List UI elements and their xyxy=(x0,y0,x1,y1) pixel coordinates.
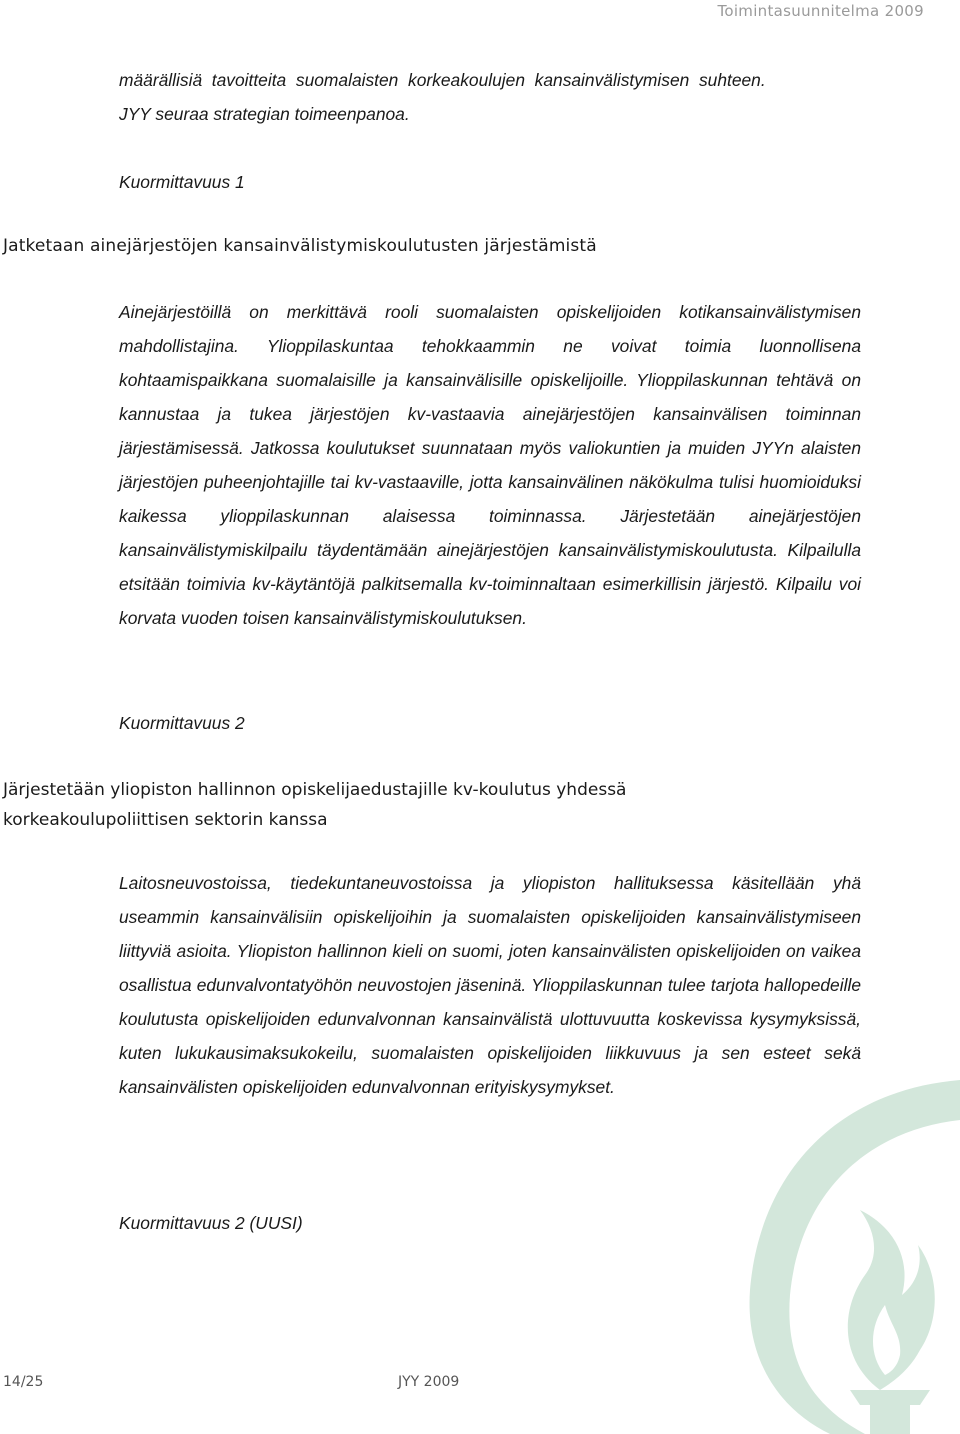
section1-label: Kuormittavuus 1 xyxy=(119,172,245,192)
section3-label: Kuormittavuus 2 (UUSI) xyxy=(119,1213,303,1233)
section2-heading: Järjestetään yliopiston hallinnon opiskelijaedustajille kv-koulutus yhdessä korkeakoulupoliittisen sektorin kanssa xyxy=(3,780,627,830)
intro-line-1: määrällisiä tavoitteita suomalaisten korkeakoulujen kansainvälistymisen suhteen. xyxy=(119,70,766,90)
torch-watermark-logo xyxy=(690,1060,960,1434)
intro-paragraph xyxy=(119,63,861,131)
section1-body: Ainejärjestöillä on merkittävä rooli suomalaisten opiskelijoiden kotikansainvälistymisen mahdollistajina. Ylioppilaskuntaa tehokkaammin ne voivat toimia luonnollisena kohtaamispaikkana suomalaisille ja kansainvälisille opiskelijoille. Ylioppilaskunnan tehtävä on kannustaa ja tukea järjestöjen kv-vastaavia ainejärjestöjen kansainvälisen toiminnan järjestämisessä. Jatkossa koulutukset suunnataan myös valiokuntien ja muiden JYYn alaisten järjestöjen puheenjohtajille tai kv-vastaaville, jotta kansainvälinen näkökulma tulisi huomioiduksi kaikessa ylioppilaskunnan alaisessa toiminnassa. Järjestetään ainejärjestöjen kansainvälistymiskilpailu täydentämään ainejärjestöjen kansainvälistymiskoulutusta. Kilpailulla etsitään toimivia kv-käytäntöjä palkitsemalla kv-toiminnaltaan esimerkillisin järjestö. Kilpailu voi korvata vuoden toisen kansainvälistymiskoulutuksen. xyxy=(119,302,861,628)
section2-label: Kuormittavuus 2 xyxy=(119,713,245,733)
intro-line-2: JYY seuraa strategian toimeenpanoa. xyxy=(119,104,410,124)
section1-heading: Jatketaan ainejärjestöjen kansainvälistymiskoulutusten järjestämistä xyxy=(3,236,597,256)
footer-organization: JYY 2009 xyxy=(398,1374,460,1390)
footer-page-number: 14/25 xyxy=(3,1374,44,1390)
document-header-title: Toimintasuunnitelma 2009 xyxy=(717,2,924,20)
section2-body: Laitosneuvostoissa, tiedekuntaneuvostoissa ja yliopiston hallituksessa käsitellään yhä useammin kansainvälisiin opiskelijoihin ja suomalaisten opiskelijoiden kansainvälistymiseen liittyviä asioita. Yliopiston hallinnon kieli on suomi, joten kansainvälisten opiskelijoiden on vaikea osallistua edunvalvontatyöhön neuvostojen jäseninä. Ylioppilaskunnan tulee tarjota hallopedeille koulutusta opiskelijoiden edunvalvonnan kansainvälistä ulottuvuutta koskevissa kysymyksissä, kuten lukukausimaksukokeilu, suomalaisten opiskelijoiden liikkuvuus ja sen esteet sekä kansainvälisten opiskelijoiden edunvalvonnan erityiskysymykset. xyxy=(119,873,861,1097)
